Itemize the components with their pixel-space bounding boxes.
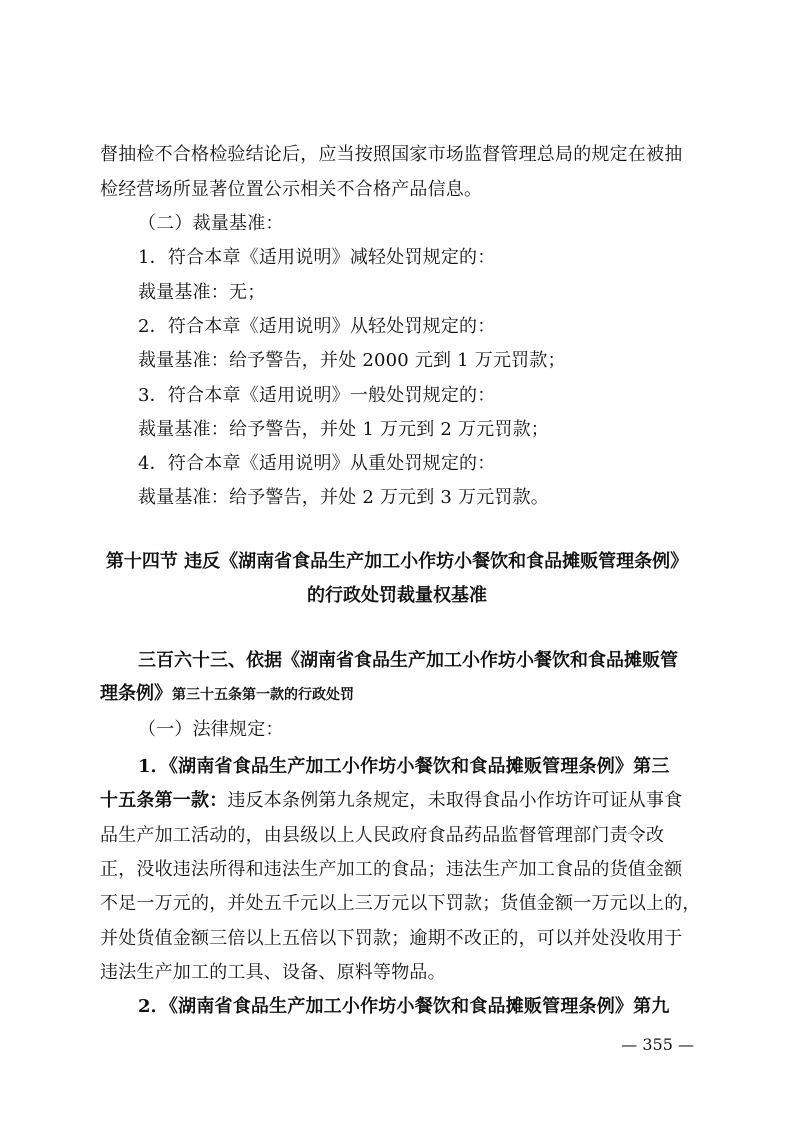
rule-1-article-reference: 十五条第一款： (100, 790, 228, 811)
paragraph-line-1: 督抽检不合格检验结论后，应当按照国家市场监督管理总局的规定在被抽 (100, 144, 683, 165)
standard-item-2-condition: 2．符合本章《适用说明》从轻处罚规定的： (138, 316, 496, 337)
rule-1-line-5: 不足一万元的，并处五千元以上三万元以下罚款；货值金额一万元以上的， (100, 893, 701, 914)
article-title-line-2 (100, 682, 354, 707)
page-number: — 355 — (621, 1035, 694, 1054)
article-title-small-text: 第三十五条第一款的行政处罚 (172, 687, 354, 703)
standard-item-4-standard: 裁量基准：给予警告，并处 2 万元到 3 万元罚款。 (138, 487, 549, 508)
rule-1-line-4: 正，没收违法所得和违法生产加工的食品；违法生产加工食品的货值金额 (100, 859, 683, 880)
rule-1-line-1: 1．《湖南省食品生产加工小作坊小餐饮和食品摊贩管理条例》第三 (138, 756, 670, 777)
standard-item-2-standard: 裁量基准：给予警告，并处 2000 元到 1 万元罚款； (138, 350, 566, 371)
standard-item-1-standard: 裁量基准：无； (138, 282, 266, 303)
discretion-standard-heading: （二）裁量基准： (138, 213, 284, 234)
standard-item-4-condition: 4．符合本章《适用说明》从重处罚规定的： (138, 453, 496, 474)
rule-1-line-2 (100, 789, 694, 813)
standard-item-1-condition: 1．符合本章《适用说明》减轻处罚规定的： (138, 247, 496, 268)
section-title-line-2: 的行政处罚裁量权基准 (307, 585, 487, 606)
rule-1-line-2-text: 违反本条例第九条规定，未取得食品小作坊许可证从事食 (227, 790, 683, 811)
standard-item-3-standard: 裁量基准：给予警告，并处 1 万元到 2 万元罚款； (138, 419, 549, 440)
legal-provisions-heading: （一）法律规定： (138, 719, 284, 740)
rule-2-line-1: 2．《湖南省食品生产加工小作坊小餐饮和食品摊贩管理条例》第九 (138, 996, 670, 1017)
rule-1-line-7: 违法生产加工的工具、设备、原料等物品。 (100, 962, 446, 983)
section-title-line-1: 第十四节 违反《湖南省食品生产加工小作坊小餐饮和食品摊贩管理条例》 (105, 551, 689, 572)
rule-1-line-6: 并处货值金额三倍以上五倍以下罚款；逾期不改正的，可以并处没收用于 (100, 928, 683, 949)
rule-1-line-3: 品生产加工活动的，由县级以上人民政府食品药品监督管理部门责令改 (100, 825, 665, 846)
standard-item-3-condition: 3．符合本章《适用说明》一般处罚规定的： (138, 385, 496, 406)
article-title-large-text: 理条例》 (100, 683, 172, 704)
paragraph-line-2: 检经营场所显著位置公示相关不合格产品信息。 (100, 179, 483, 200)
article-title-line-1: 三百六十三、依据《湖南省食品生产加工小作坊小餐饮和食品摊贩管 (138, 650, 678, 671)
